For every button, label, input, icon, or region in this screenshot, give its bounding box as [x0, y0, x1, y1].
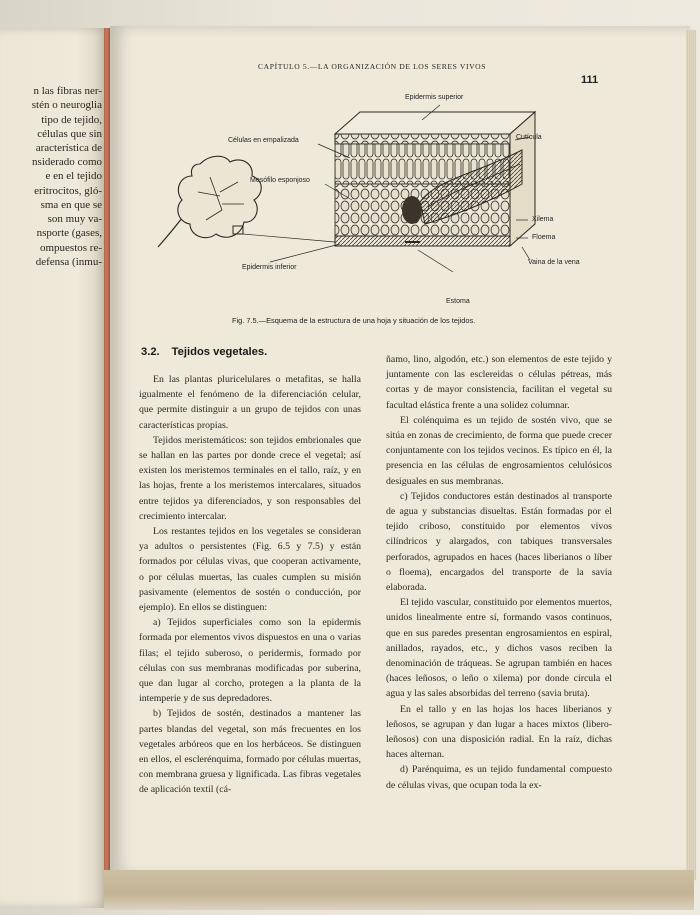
left-fragment: son muy va- — [47, 213, 102, 225]
left-fragment: aracterística de — [35, 142, 102, 154]
paragraph: En el tallo y en las hojas los haces liberianos y leñosos, se agrupan y dan lugar a haces mixtos (libero-leñosos) con una disposición radial. En la raíz, dichas haces alternan. — [386, 703, 612, 761]
label-epidermis-inferior: Epidermis inferior — [242, 264, 297, 271]
paragraph: a) Tejidos superficiales como son la epidermis formada por elementos vivos dispuestos en una o varias filas; el tejido suberoso, o peridermis, formado por células con sus membranas modificadas por suberina, que dan lugar al corcho, protegen a la planta de la intemperie y de sus depredadores. — [139, 617, 361, 705]
paragraph: Los restantes tejidos en los vegetales se consideran ya adultos o persistentes (Fig. 6.5 y 7.5) y están formados por células vivas, que cooperan activamente, o por células muertas, las cuales cumplen su misión pasivamente (elementos de sostén o conducción, por ejemplo). En ellos se distinguen: — [139, 526, 361, 614]
left-fragment: defensa (inmu- — [35, 256, 102, 268]
right-text-column — [386, 352, 612, 793]
paragraph: El colénquima es un tejido de sostén vivo, que se sitúa en zonas de crecimiento, de forma que puede crecer conjuntamente con los tejidos vecinos. Es típico en él, la presencia en las células de engrosamientos celulósicos desiguales en sus membranas. — [386, 414, 612, 487]
paragraph: Tejidos meristemáticos: son tejidos embrionales que se hallan en las partes por donde crece el vegetal; así existen los meristemos terminales en el tallo, raíz, y en las hojas, frente a los meristemos intercalares, situados entre tejidos ya diferenciados, y son responsables del crecimiento intercalar. — [139, 434, 361, 522]
page-bottom-edge — [104, 870, 694, 910]
leaf-diagram-svg — [150, 92, 580, 312]
running-head: CAPÍTULO 5.—LA ORGANIZACIÓN DE LOS SERES VIVOS — [258, 62, 487, 71]
page-stack-edge — [686, 30, 696, 880]
paragraph: ñamo, lino, algodón, etc.) son elementos de este tejido y juntamente con las esclereidas o células pétreas, más cortas y de mayor consistencia, facilitan el vegetal su facultad elástica frente a una solidez columnar. — [386, 354, 612, 411]
label-vaina-vena: Vaina de la vena — [528, 259, 580, 266]
left-fragment: sma en que se — [40, 199, 102, 211]
paragraph: b) Tejidos de sostén, destinados a mantener las partes blandas del vegetal, son más frecuentes en los vegetales arbóreos que en los herbáceos. Se distinguen en ellos, el esclerénquima, formado por células muertas, con membrana gruesa y lignificada. Las fibras vegetales de aplicación textil (cá- — [139, 708, 361, 796]
label-cuticula: Cutícula — [516, 134, 542, 141]
label-celulas-empalizada: Células en empalizada — [228, 137, 299, 144]
leaf-sketch — [158, 156, 261, 247]
left-fragment: n las fibras ner- — [33, 85, 102, 97]
label-mesofilo-esponjoso: Mesófilo esponjoso — [250, 177, 310, 184]
section-title: Tejidos vegetales. — [171, 346, 268, 358]
label-floema: Floema — [532, 234, 556, 241]
label-estoma: Estoma — [446, 298, 470, 305]
label-xilema: Xilema — [532, 216, 554, 223]
left-fragment: nsporte (gases, — [36, 227, 102, 239]
left-fragment: tipo de tejido, — [41, 114, 102, 126]
page-number: 111 — [581, 74, 599, 86]
figure-caption: Fig. 7.5.—Esquema de la estructura de una hoja y situación de los tejidos. — [232, 316, 476, 325]
left-page — [0, 28, 110, 908]
left-fragment: células que sin — [37, 128, 102, 140]
left-fragment: ompuestos re- — [39, 242, 102, 254]
left-fragment: nsiderado como — [32, 156, 102, 168]
section-heading — [141, 346, 267, 358]
leaf-structure-figure — [150, 92, 580, 312]
left-text-column — [139, 372, 361, 798]
paragraph: El tejido vascular, constituido por elementos muertos, unidos linealmente entre sí, formando vasos continuos, que en sus paredes presentan engrosamientos en espiral, anillados, rayados, etc., y dichos vasos reciben la denominación de tráqueas. Se agrupan también en haces (haces leñosos, o leño o xilema) por donde circula el agua y las sales absorbidas del terreno (savia bruta). — [386, 597, 612, 700]
left-fragment: stén o neuroglia — [31, 99, 102, 111]
tissue-block — [335, 112, 535, 246]
paragraph: c) Tejidos conductores están destinados al transporte de agua y substancias disueltas. Están formadas por el tejido criboso, constituido por elementos vivos cilíndricos y alargados, con tabiques transversales perforados, agrupados en haces (haces liberianos o líber o floema), encargados del transporte de la savia elaborada. — [386, 490, 612, 594]
paragraph: En las plantas pluricelulares o metafitas, se halla igualmente el fenómeno de la diferenciación celular, que permite distinguir a un grupo de tejidos con unas características propias. — [139, 374, 361, 431]
left-fragment: eritrocitos, gló- — [34, 185, 102, 197]
left-fragment: e en el tejido — [45, 170, 102, 182]
label-epidermis-superior: Epidermis superior — [405, 94, 464, 101]
paragraph: d) Parénquima, es un tejido fundamental compuesto de células vivas, que ocupan toda la ex- — [386, 764, 612, 791]
section-number: 3.2. — [141, 346, 160, 358]
